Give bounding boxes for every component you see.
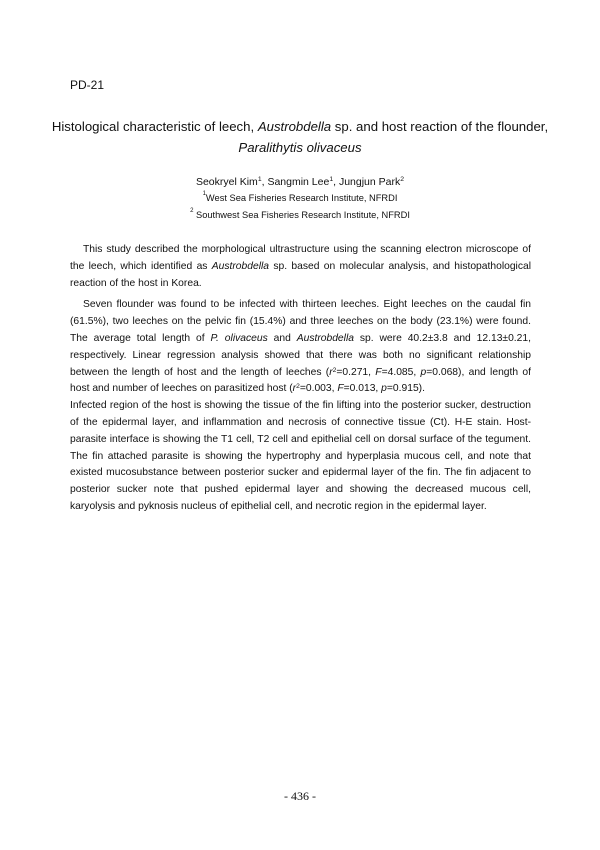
title-genus: Austrobdella bbox=[257, 119, 332, 134]
affiliation-marker: 1 bbox=[329, 176, 334, 183]
paragraph-intro bbox=[70, 242, 531, 292]
text-run: sp. were 40.2±3.8 and 12.13±0.21, respectively. Linear regression analysis showed that there was both no significant relationship between the length of host and the length of leeches ( bbox=[70, 332, 531, 378]
abstract-code: PD-21 bbox=[70, 78, 105, 92]
text-run: =0.068), and length of host and number of leeches on parasitized host ( bbox=[70, 366, 531, 395]
text-run: and bbox=[267, 332, 297, 344]
stat-symbol: p bbox=[420, 366, 427, 378]
stat-symbol: p bbox=[381, 383, 387, 395]
title-host-species: Paralithytis olivaceus bbox=[238, 140, 362, 155]
affiliation-text: West Sea Fisheries Research Institute, NFRDI bbox=[205, 193, 398, 203]
title-text: Histological characteristic of leech, bbox=[51, 119, 258, 134]
stat-symbol: r bbox=[292, 383, 297, 395]
text-run: This study described the morphological ultrastructure using the scanning electron microscope of the leech, which identified as bbox=[70, 244, 531, 272]
paragraph-histology: Infected region of the host is showing the tissue of the fin lifting into the posterior sucker, destruction of the epidermal layer, and inflammation and necrosis of connective tissue (Ct). H-E stain. Host-parasite interface is showing the T1 cell, T2 cell and epithelial cell on dorsal surface of the tegument. The fin attached parasite is showing the hypertrophy and hyperplasia mucous cell, and note that existed mucosubstance between posterior sucker and epidermal layer of the fin. The fin adjacent to posterior sucker note that pushed epidermal layer and showing the decreased mucous cell, karyolysis and pyknosis nucleus of epithelial cell, and necrotic region in the epidermal layer. bbox=[70, 400, 531, 512]
affiliation-1 bbox=[0, 193, 600, 203]
affiliation-2 bbox=[0, 210, 600, 220]
author-name: , Jungjun Park bbox=[333, 176, 401, 188]
abstract-body bbox=[70, 242, 531, 516]
text-run: =0.003, bbox=[299, 383, 338, 395]
species-name: P. olivaceus bbox=[210, 332, 268, 344]
paper-title bbox=[40, 116, 560, 158]
affiliation-marker: 2 bbox=[400, 176, 405, 183]
affiliation-marker: 1 bbox=[257, 176, 262, 183]
page-number: - 436 - bbox=[284, 789, 316, 803]
stat-symbol: r bbox=[329, 366, 333, 378]
affiliation-text: Southwest Sea Fisheries Research Institute, NFRDI bbox=[193, 210, 410, 220]
text-run: =0.013, bbox=[343, 383, 382, 395]
author-name: , Sangmin Lee bbox=[261, 176, 330, 188]
text-run: =4.085, bbox=[381, 366, 421, 378]
text-run: sp. based on molecular analysis, and histopathological reaction of the host in Korea. bbox=[70, 260, 532, 289]
affiliation-marker: 1 bbox=[202, 191, 206, 197]
stat-symbol: F bbox=[337, 383, 344, 395]
author-name: Seokryel Kim bbox=[195, 176, 258, 188]
genus-name: Austrobdella bbox=[211, 260, 270, 272]
text-run: Seven flounder was found to be infected with thirteen leeches. Eight leeches on the caudal fin (61.5%), two leeches on the pelvic fin (15.4%) and three leeches on the body (23.1%) were found. The average total length of bbox=[70, 299, 531, 344]
stat-symbol: F bbox=[375, 366, 382, 378]
author-list bbox=[0, 174, 600, 190]
superscript: 2 bbox=[296, 383, 300, 391]
affiliation-marker: 2 bbox=[190, 208, 194, 214]
genus-name: Austrobdella bbox=[296, 332, 354, 344]
title-text-mid: sp. and host reaction of the flounder, bbox=[331, 119, 549, 134]
superscript: 2 bbox=[332, 366, 337, 374]
paragraph-results bbox=[70, 297, 531, 398]
text-run: =0.271, bbox=[336, 366, 376, 378]
text-run: =0.915). bbox=[386, 383, 425, 395]
